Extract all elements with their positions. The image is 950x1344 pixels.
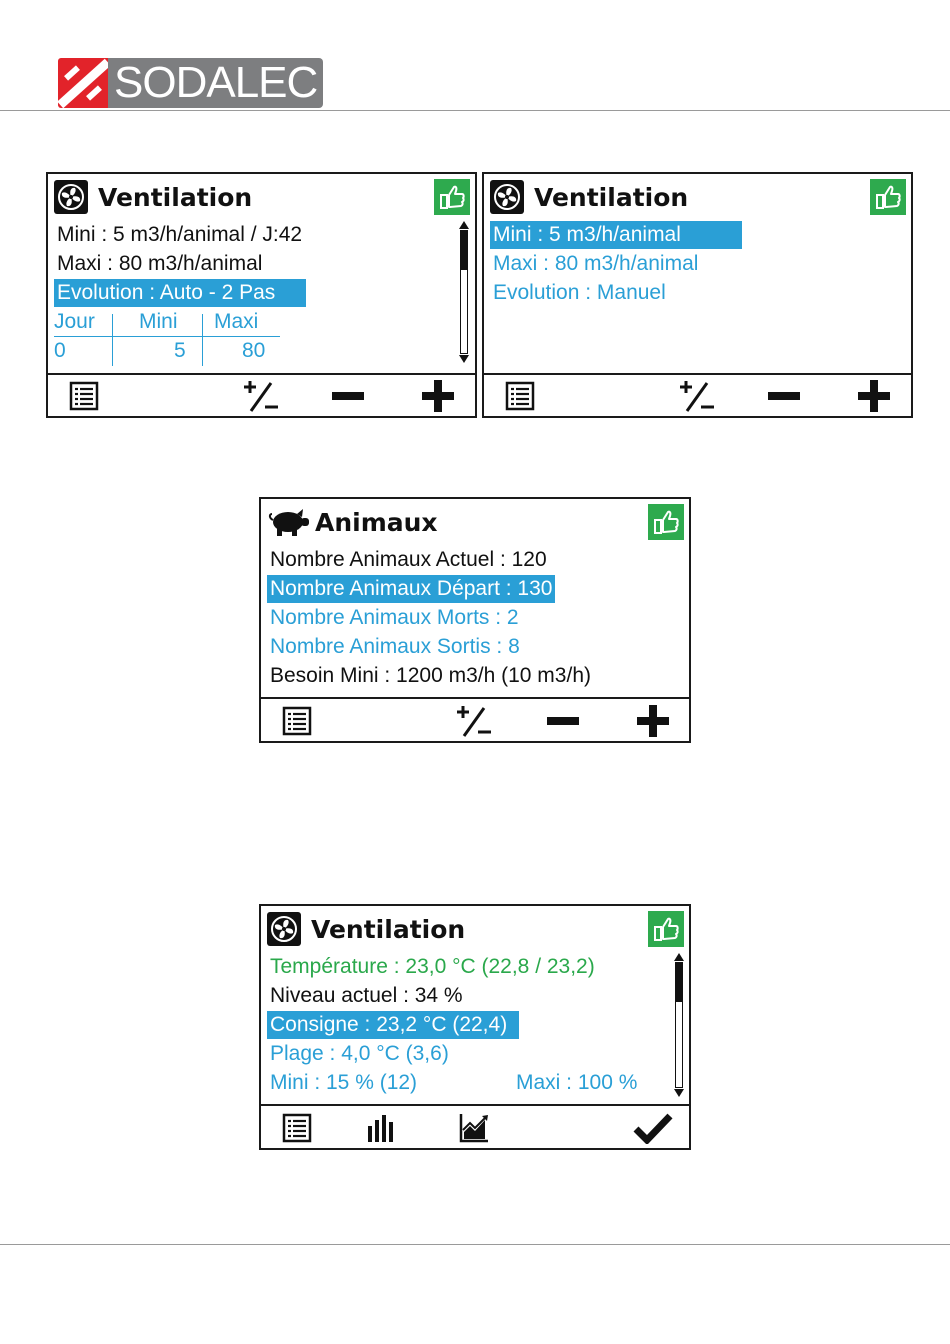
fan-icon [54,180,88,214]
list-icon[interactable] [277,1110,317,1146]
scrollbar[interactable] [458,220,470,364]
logo-mark [58,58,108,108]
mini-value: Mini : 5 m3/h/animal / J:42 [57,223,303,246]
thumbs-up-icon [648,504,684,540]
list-icon[interactable] [500,378,540,414]
min-need: Besoin Mini : 1200 m3/h (10 m3/h) [270,664,591,687]
sodalec-logo [58,58,323,108]
fan-icon [267,912,301,946]
plus-minus-icon[interactable] [674,378,720,414]
current-level: Niveau actuel : 34 % [270,984,463,1007]
animals-current: Nombre Animaux Actuel : 120 [270,548,547,571]
table-header-mini: Mini [139,310,178,333]
list-icon[interactable] [64,378,104,414]
animals-out[interactable]: Nombre Animaux Sortis : 8 [270,635,520,658]
minus-icon[interactable] [543,703,583,739]
scrollbar[interactable] [673,952,685,1098]
line-chart-icon[interactable] [454,1110,494,1146]
table-cell-jour[interactable]: 0 [54,339,66,362]
minus-icon[interactable] [328,378,368,414]
screen-title: Ventilation [98,182,253,212]
screen-title: Ventilation [534,182,689,212]
screen-header [54,178,252,216]
logo-text: SODALEC [108,58,323,108]
minus-icon[interactable] [764,378,804,414]
plus-icon[interactable] [418,378,458,414]
thumbs-up-icon [648,911,684,947]
plus-icon[interactable] [854,378,894,414]
thumbs-up-icon [434,179,470,215]
list-icon[interactable] [277,703,317,739]
screen-ventilation-status [259,904,691,1150]
mini-value[interactable]: Mini : 15 % (12) [270,1071,418,1094]
header-divider [0,110,950,111]
temperature-value: Température : 23,0 °C (22,8 / 23,2) [270,955,595,978]
evolution-value[interactable]: Evolution : Manuel [493,281,666,304]
screen-ventilation-manual [482,172,913,418]
screen-header [267,910,465,948]
thumbs-up-icon [870,179,906,215]
table-header-maxi: Maxi [214,310,259,333]
screen-title: Ventilation [311,914,466,944]
check-icon[interactable] [631,1110,675,1146]
table-header-jour: Jour [54,310,95,333]
maxi-value: Maxi : 80 m3/h/animal [57,252,263,275]
maxi-value[interactable]: Maxi : 80 m3/h/animal [493,252,699,275]
plus-minus-icon[interactable] [451,703,497,739]
maxi-value[interactable]: Maxi : 100 % [516,1071,638,1094]
screen-header [267,503,438,541]
plus-minus-icon[interactable] [238,378,284,414]
table-cell-maxi[interactable]: 80 [242,339,266,362]
setpoint-value[interactable]: Consigne : 23,2 °C (22,4) [267,1011,519,1039]
screen-header [490,178,688,216]
evolution-value[interactable]: Evolution : Auto - 2 Pas [54,279,306,307]
mini-value[interactable]: Mini : 5 m3/h/animal [490,221,742,249]
screen-title: Animaux [315,507,438,537]
footer-divider [0,1244,950,1245]
plus-icon[interactable] [633,703,673,739]
bar-chart-icon[interactable] [361,1110,401,1146]
pig-icon [267,505,311,539]
animals-start[interactable]: Nombre Animaux Départ : 130 [267,575,555,603]
range-value[interactable]: Plage : 4,0 °C (3,6) [270,1042,449,1065]
animals-dead[interactable]: Nombre Animaux Morts : 2 [270,606,519,629]
fan-icon [490,180,524,214]
table-cell-mini[interactable]: 5 [174,339,186,362]
screen-animaux [259,497,691,743]
screen-ventilation-auto [46,172,477,418]
